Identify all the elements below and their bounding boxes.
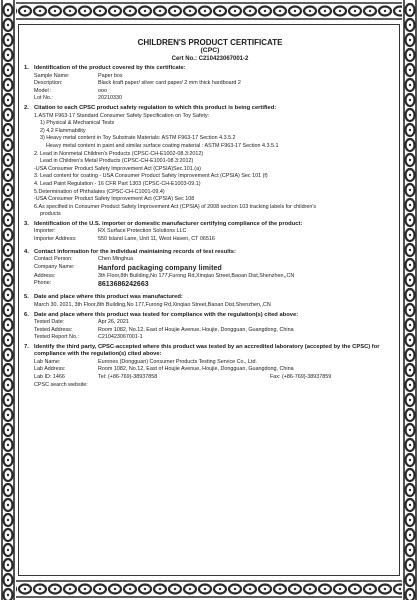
- border-link-icon: [349, 585, 361, 594]
- certificate-body: [24, 30, 396, 389]
- border-bottom: [0, 578, 418, 600]
- border-link-icon: [139, 585, 151, 594]
- border-link-icon: [406, 559, 415, 571]
- border-link-icon: [379, 585, 391, 594]
- border-link-icon: [4, 139, 13, 151]
- field-row: [24, 228, 396, 236]
- border-link-icon: [34, 7, 46, 16]
- border-link-icon: [304, 585, 316, 594]
- border-link-icon: [406, 454, 415, 466]
- field-label: Tested Address:: [34, 326, 73, 333]
- border-link-icon: [4, 289, 13, 301]
- border-link-icon: [4, 79, 13, 91]
- lab-fax: Fax: (+86-769)-38937859: [270, 374, 332, 380]
- border-link-icon: [169, 7, 181, 16]
- company-name: Hanford packaging company limited: [98, 264, 222, 272]
- field-row: [24, 366, 396, 374]
- regulation-line: -USA Consumer Product Safety Improvement Act (CPSIA)Sec.101.(a): [34, 165, 201, 172]
- section-4-heading: [24, 249, 396, 257]
- contact-person: Chen Minghua: [98, 256, 134, 263]
- border-link-icon: [4, 424, 13, 436]
- cpsc-website-label: CPSC search website:: [34, 381, 88, 388]
- certificate-number: Cert No.: C210423067001-2: [171, 56, 249, 62]
- border-link-icon: [184, 585, 196, 594]
- border-link-icon: [184, 7, 196, 16]
- border-link-icon: [229, 585, 241, 594]
- regulation-line: products: [40, 211, 61, 218]
- border-link-icon: [406, 259, 415, 271]
- field-row: [24, 319, 396, 327]
- border-link-icon: [4, 19, 13, 31]
- section-title: Date and place where this product was tested for compliance with the regulation(s) cited above:: [34, 311, 299, 318]
- border-link-icon: [289, 585, 301, 594]
- border-link-icon: [4, 244, 13, 256]
- section-number: 3.: [24, 220, 29, 227]
- border-link-icon: [289, 7, 301, 16]
- border-link-icon: [244, 7, 256, 16]
- section-number: 5.: [24, 294, 29, 301]
- border-link-icon: [406, 214, 415, 226]
- field-row: [24, 256, 396, 264]
- border-link-icon: [4, 169, 13, 181]
- regulation-line: 1) Physical & Mechanical Tests: [40, 120, 115, 127]
- border-link-icon: [274, 585, 286, 594]
- border-link-icon: [79, 585, 91, 594]
- border-link-icon: [406, 589, 415, 600]
- section-title: Citation to each CPSC product safety regulation to which this product is being certified:: [34, 104, 277, 111]
- border-link-icon: [4, 454, 13, 466]
- border-link-icon: [406, 49, 415, 61]
- section-number: 6.: [24, 311, 29, 318]
- border-link-icon: [4, 184, 13, 196]
- section-title: Identification of the product covered by this certificate:: [34, 65, 186, 71]
- border-link-icon: [406, 199, 415, 211]
- border-link-icon: [4, 259, 13, 271]
- border-link-icon: [169, 585, 181, 594]
- border-link-icon: [406, 394, 415, 406]
- border-link-icon: [406, 124, 415, 136]
- field-value: 20210330: [98, 95, 122, 102]
- border-link-icon: [4, 214, 13, 226]
- border-link-icon: [4, 229, 13, 241]
- border-link-icon: [214, 585, 226, 594]
- section-number: 7.: [24, 344, 29, 350]
- border-link-icon: [199, 7, 211, 16]
- border-link-icon: [4, 544, 13, 556]
- border-link-icon: [4, 124, 13, 136]
- border-link-icon: [406, 94, 415, 106]
- section-3-heading: [24, 221, 396, 229]
- border-link-icon: [406, 529, 415, 541]
- field-row: [24, 334, 396, 342]
- border-link-icon: [4, 109, 13, 121]
- border-link-icon: [406, 439, 415, 451]
- border-link-icon: [406, 244, 415, 256]
- field-label: Tested Date:: [34, 319, 65, 326]
- border-link-icon: [4, 394, 13, 406]
- regulation-line: 5.Determination of Phthalates (CPSC-CH-C1001-09.4): [34, 188, 165, 195]
- border-link-icon: [4, 49, 13, 61]
- regulation-line: 2) 4.2 Flammability: [40, 127, 86, 134]
- border-link-icon: [154, 585, 166, 594]
- border-link-icon: [229, 7, 241, 16]
- border-link-icon: [349, 7, 361, 16]
- regulation-line: 2. Lead in Nonmetal Children's Products (CPSC-CH-E1002-08.3:2012): [34, 150, 204, 157]
- field-label: Lot No.:: [34, 95, 53, 102]
- border-link-icon: [406, 184, 415, 196]
- border-link-icon: [406, 379, 415, 391]
- border-link-icon: [94, 585, 106, 594]
- section-7-heading: [24, 344, 396, 359]
- border-link-icon: [406, 289, 415, 301]
- field-label: Description:: [34, 80, 63, 87]
- border-link-icon: [4, 499, 13, 511]
- border-link-icon: [94, 7, 106, 16]
- border-link-icon: [49, 7, 61, 16]
- section-title: Identification of the U.S. importer or domestic manufacturer certifying compliance of the product:: [34, 220, 303, 227]
- field-row: [24, 327, 396, 335]
- field-row: [24, 88, 396, 96]
- border-link-icon: [4, 334, 13, 346]
- field-label: Model :: [34, 87, 52, 94]
- border-link-icon: [406, 64, 415, 76]
- section-number: 1.: [24, 65, 29, 71]
- field-value: C210423067001-1: [98, 334, 143, 341]
- border-link-icon: [259, 585, 271, 594]
- field-value: Room 1082, No.12, East of Houjie Avenue, Houjie, Dongguan, Guangdong, China: [98, 366, 294, 373]
- border-link-icon: [214, 7, 226, 16]
- section-2-heading: [24, 105, 396, 113]
- border-link-icon: [244, 585, 256, 594]
- field-label: Address:: [34, 272, 56, 279]
- border-link-icon: [4, 469, 13, 481]
- field-label: Company Name:: [34, 263, 75, 270]
- border-link-icon: [406, 169, 415, 181]
- border-link-icon: [274, 7, 286, 16]
- border-link-icon: [4, 439, 13, 451]
- regulation-line: 1.ASTM F963-17 Standard Consumer Safety Specification on Toy Safety:: [34, 112, 210, 119]
- border-link-icon: [406, 19, 415, 31]
- section-title: Identify the third party, CPSC-accepted where this product was tested by an accredited laboratory (accepted by the CPSC) for compliance with the regulation(s) cited above:: [34, 344, 380, 358]
- border-link-icon: [364, 585, 376, 594]
- field-label: Tested Report No.:: [34, 334, 79, 341]
- border-link-icon: [379, 7, 391, 16]
- border-link-icon: [4, 34, 13, 46]
- field-label: Importer Address:: [34, 236, 77, 243]
- section-title: Date and place where this product was manufactured:: [34, 294, 183, 301]
- regulation-line: -USA Consumer Product Safety Improvement Act (CPSIA) Sec 108: [34, 196, 195, 203]
- border-link-icon: [406, 304, 415, 316]
- border-link-icon: [124, 585, 136, 594]
- field-row: [24, 236, 396, 244]
- border-link-icon: [406, 34, 415, 46]
- field-label: Phone:: [34, 280, 52, 287]
- lab-tel: Tel: (+86-769)-38937858: [98, 374, 158, 380]
- field-value: ooo: [98, 87, 107, 94]
- border-link-icon: [49, 585, 61, 594]
- border-link-icon: [406, 484, 415, 496]
- field-label: Sample Name:: [34, 72, 70, 79]
- border-link-icon: [4, 589, 13, 600]
- border-link-icon: [4, 559, 13, 571]
- field-value: Black kraft paper/ silver card paper/ 2 mm thick hardboard 2: [98, 80, 241, 87]
- field-value: Apr 26, 2021: [98, 319, 129, 326]
- manufacture-line: March 30, 2021, 3th Floor,8th Building,No 177,Furong Rd,Xinqiao Street,Baoan Dist,Shenzhen,,CN: [34, 302, 271, 309]
- border-link-icon: [406, 274, 415, 286]
- field-label: Importer:: [34, 228, 56, 235]
- border-link-icon: [406, 154, 415, 166]
- border-link-icon: [4, 409, 13, 421]
- border-link-icon: [4, 4, 13, 16]
- border-link-icon: [334, 585, 346, 594]
- field-row: [24, 273, 396, 281]
- lab-contact-row: [24, 374, 396, 382]
- border-link-icon: [406, 574, 415, 586]
- field-value: 550 Island Lane, Unit 11, West Haven, CT 06516: [98, 236, 215, 243]
- border-link-icon: [406, 139, 415, 151]
- section-number: 4.: [24, 248, 29, 255]
- border-link-icon: [406, 499, 415, 511]
- border-link-icon: [304, 7, 316, 16]
- field-row: [24, 280, 396, 289]
- field-row: [24, 264, 396, 273]
- border-link-icon: [4, 484, 13, 496]
- field-row: [24, 359, 396, 367]
- border-link-icon: [406, 319, 415, 331]
- border-link-icon: [334, 7, 346, 16]
- border-link-icon: [406, 409, 415, 421]
- border-link-icon: [124, 7, 136, 16]
- field-value: Room 1082, No.12, East of Houjie Avenue, Houjie, Dongguan, Guangdong, China: [98, 326, 294, 333]
- field-value: Eurones (Dongguan) Consumer Products Testing Service Co., Ltd.: [98, 358, 258, 365]
- border-link-icon: [406, 229, 415, 241]
- regulation-line: Heavy metal content in paint and similar surface coating material : ASTM F963-17 Section 4.3.5.1: [46, 142, 279, 149]
- certificate-title: CHILDREN'S PRODUCT CERTIFICATE: [137, 38, 283, 47]
- field-row: [24, 95, 396, 103]
- border-link-icon: [406, 469, 415, 481]
- border-link-icon: [4, 574, 13, 586]
- border-link-icon: [319, 585, 331, 594]
- border-link-icon: [199, 585, 211, 594]
- border-left: [0, 0, 16, 600]
- section-1-heading: [24, 65, 396, 73]
- border-link-icon: [319, 7, 331, 16]
- border-link-icon: [4, 274, 13, 286]
- certificate-subtitle: (CPC): [200, 47, 220, 54]
- border-link-icon: [406, 109, 415, 121]
- lab-id: Lab ID: 1466: [34, 374, 65, 380]
- border-link-icon: [64, 585, 76, 594]
- field-value: Paper box: [98, 72, 123, 79]
- border-link-icon: [406, 424, 415, 436]
- border-link-icon: [4, 199, 13, 211]
- border-top: [0, 0, 418, 22]
- field-label: Lab Address:: [34, 366, 66, 373]
- border-link-icon: [406, 4, 415, 16]
- border-link-icon: [139, 7, 151, 16]
- regulation-line: 3) Heavy metal content in Toy Substrate Materials: ASTM F963-17 Section 4.3.5.2: [40, 135, 236, 142]
- regulation-line: 6.As specified in Consumer Product Safety Improvement Act (CPSIA) of 2008 section 103 tracking labels for children's: [34, 203, 317, 210]
- border-link-icon: [79, 7, 91, 16]
- section-number: 2.: [24, 104, 29, 111]
- border-link-icon: [4, 349, 13, 361]
- border-link-icon: [4, 514, 13, 526]
- section-title: Contact information for the individual maintaining records of test results:: [34, 248, 236, 255]
- border-link-icon: [4, 529, 13, 541]
- border-link-icon: [364, 7, 376, 16]
- section-5-heading: [24, 294, 396, 302]
- contact-address: 3th Floor,8th Building,No 177,Furong Rd,Xinqiao Street,Baoan Dist,Shenzhen,,CN: [98, 272, 295, 279]
- border-link-icon: [406, 364, 415, 376]
- field-row: [24, 80, 396, 88]
- border-link-icon: [34, 585, 46, 594]
- border-link-icon: [109, 7, 121, 16]
- field-row: [24, 382, 396, 390]
- border-link-icon: [64, 7, 76, 16]
- border-link-icon: [154, 7, 166, 16]
- field-row: [24, 73, 396, 81]
- regulation-line: 3. Lead content for coating - USA Consumer Product Safety Improvement Act (CPSIA) Sec 101 (f): [34, 173, 268, 180]
- border-link-icon: [4, 64, 13, 76]
- field-value: RX Surface Protection Solutions LLC: [98, 228, 187, 235]
- field-label: Lab Name:: [34, 358, 61, 365]
- border-right: [402, 0, 418, 600]
- border-link-icon: [4, 379, 13, 391]
- contact-phone: 8613686242663: [98, 281, 149, 289]
- regulation-line: Lead in Children's Metal Products (CPSC-CH-E1001-08.3:2012): [40, 158, 194, 165]
- border-link-icon: [406, 349, 415, 361]
- border-link-icon: [259, 7, 271, 16]
- section-6-heading: [24, 312, 396, 320]
- border-link-icon: [4, 364, 13, 376]
- field-label: Contact Person:: [34, 256, 73, 263]
- border-link-icon: [4, 319, 13, 331]
- border-link-icon: [406, 544, 415, 556]
- border-link-icon: [4, 154, 13, 166]
- border-link-icon: [19, 585, 31, 594]
- border-link-icon: [109, 585, 121, 594]
- border-link-icon: [4, 94, 13, 106]
- border-link-icon: [406, 334, 415, 346]
- border-link-icon: [406, 79, 415, 91]
- border-link-icon: [19, 7, 31, 16]
- border-link-icon: [406, 514, 415, 526]
- border-link-icon: [4, 304, 13, 316]
- regulation-line: 4. Lead Paint Regulation - 16 CFR Part 1303 (CPSC-CH-E1003-09.1): [34, 180, 201, 187]
